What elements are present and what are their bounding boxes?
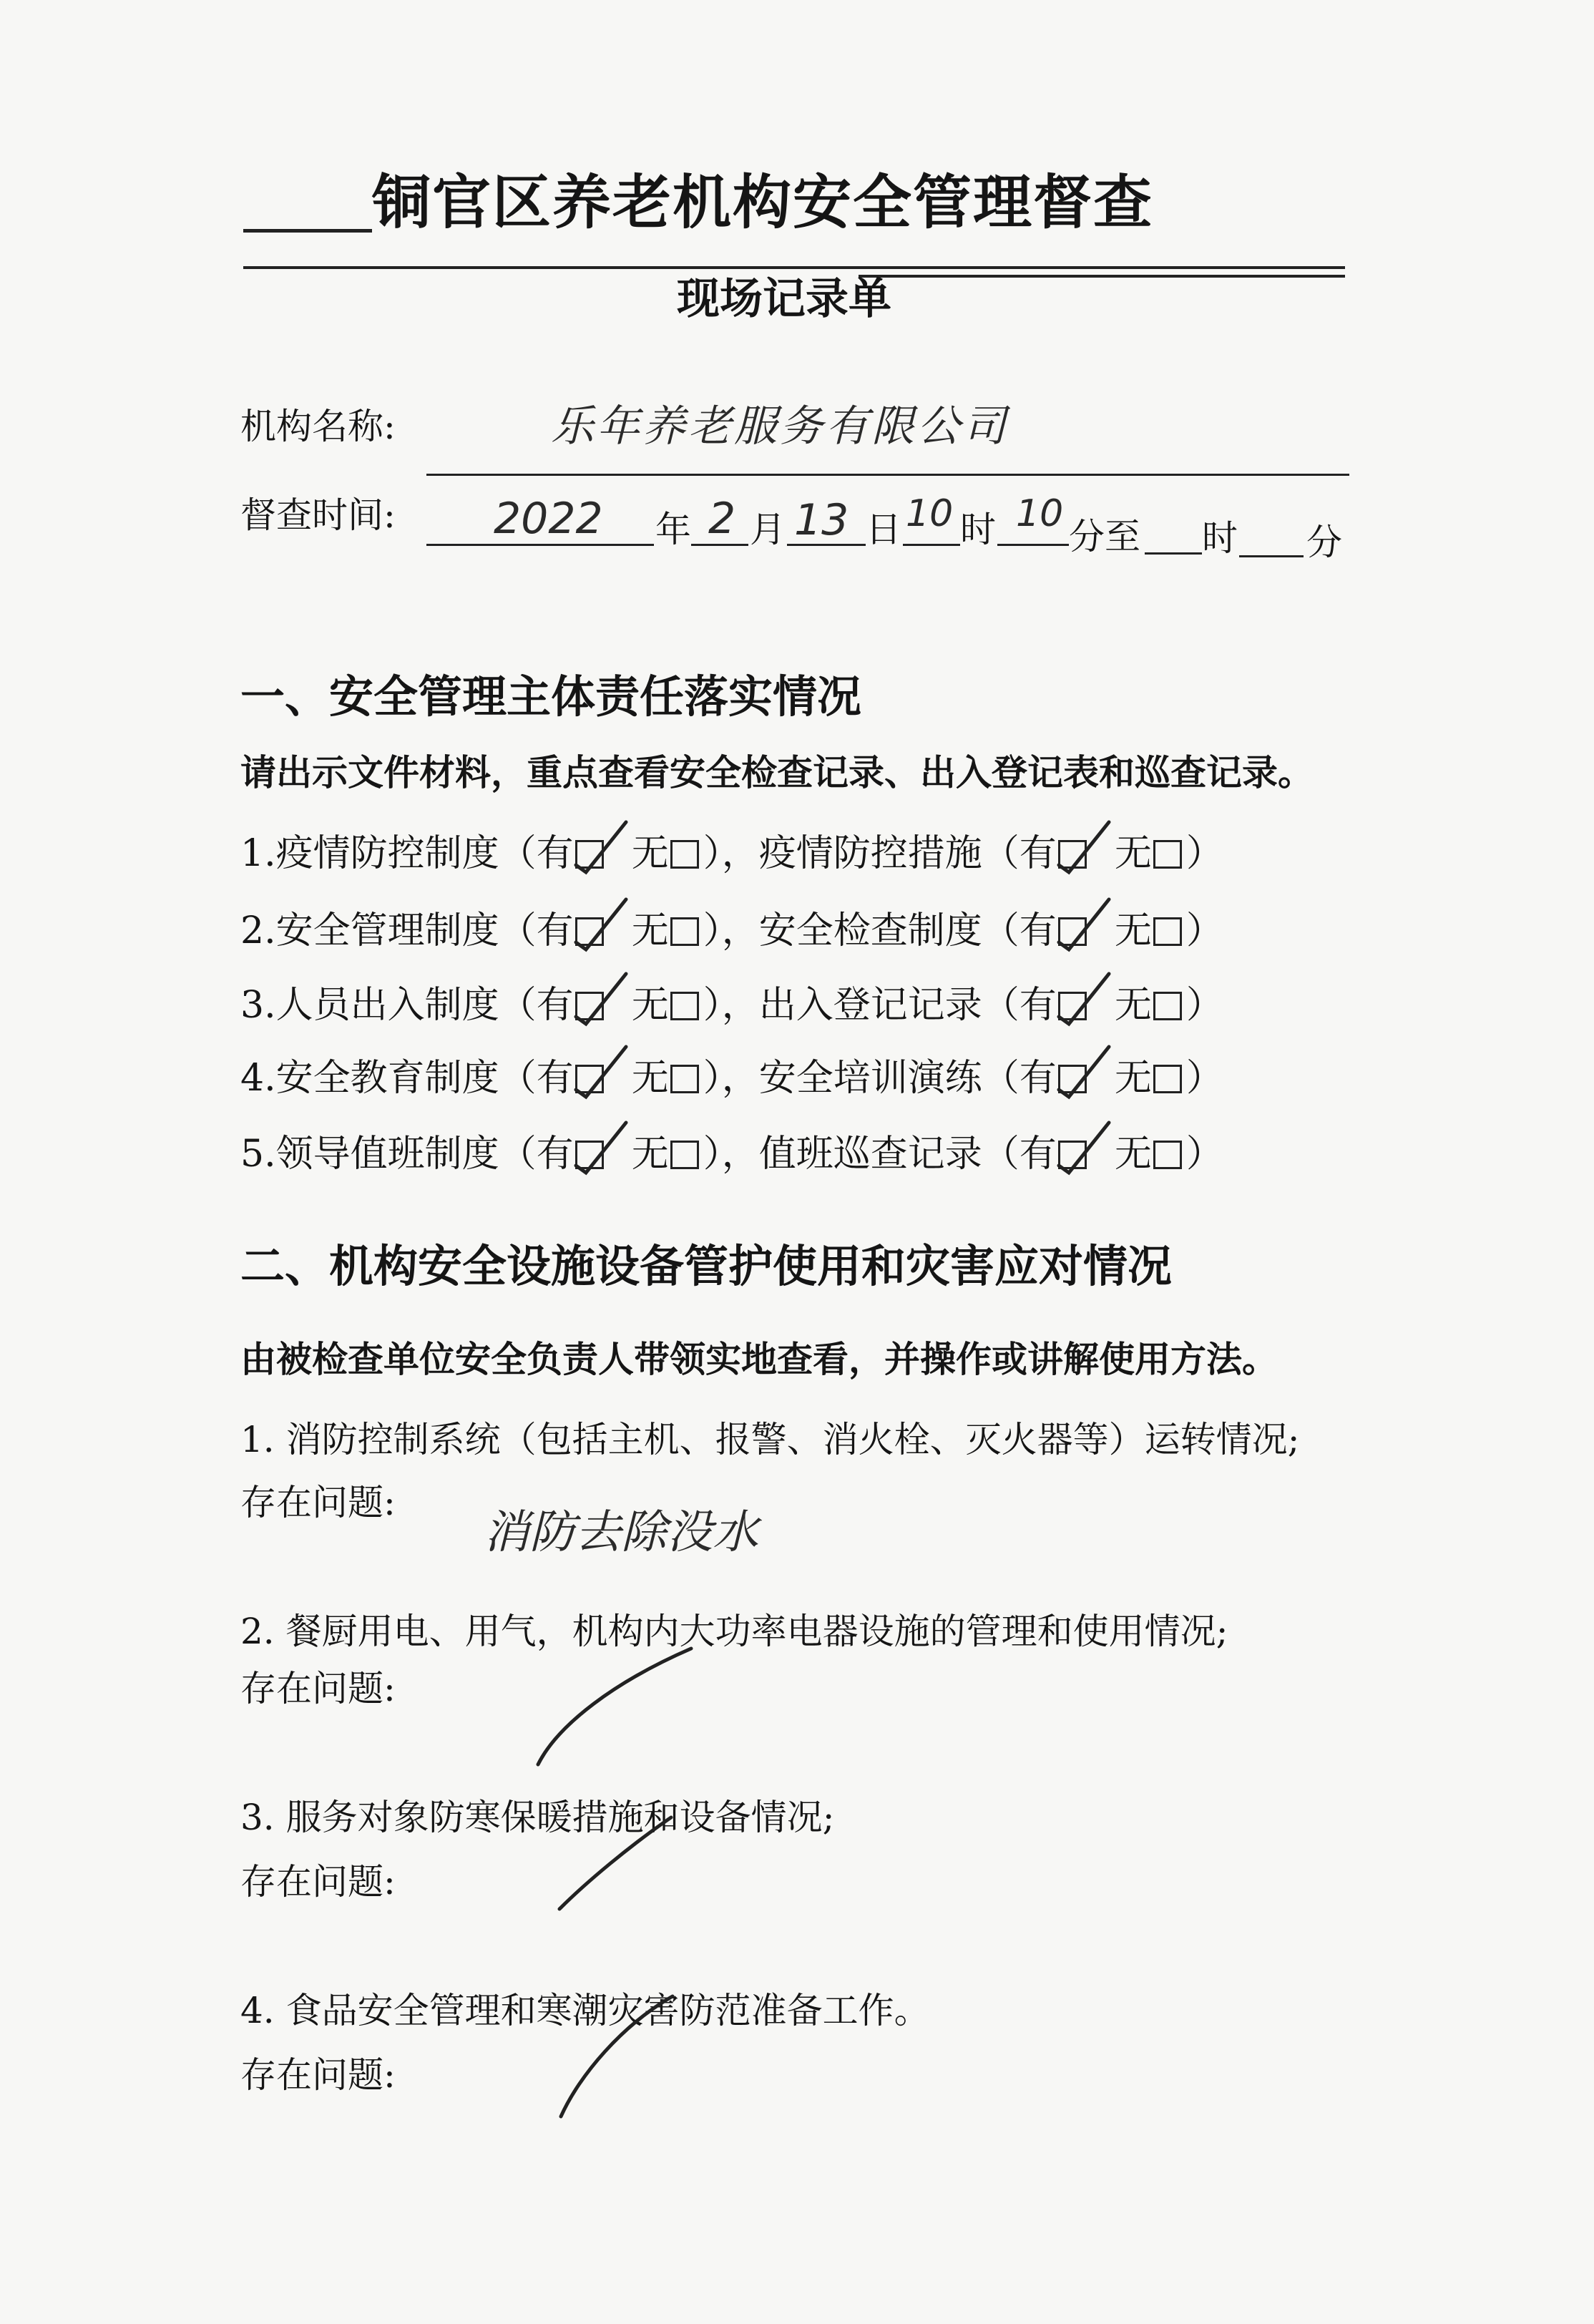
checkmark-icon bbox=[573, 895, 630, 952]
section2-heading: 二、机构安全设施设备管护使用和灾害应对情况 bbox=[240, 1240, 1173, 1292]
checkmark-icon bbox=[573, 818, 630, 875]
left-no-checkbox[interactable] bbox=[670, 1065, 699, 1093]
time-hour-unit: 时 bbox=[960, 509, 996, 550]
time-year-line bbox=[426, 544, 654, 546]
time-end-hour-line bbox=[1145, 552, 1202, 555]
row-left-label: 人员出入制度 bbox=[275, 984, 499, 1027]
time-day: 13 bbox=[794, 495, 849, 545]
time-label: 督查时间: bbox=[240, 494, 396, 536]
right-yes-checkbox[interactable] bbox=[1058, 917, 1087, 946]
item-4-text: 4. 食品安全管理和寒潮灾害防范准备工作。 bbox=[240, 1990, 930, 2031]
time-year-unit: 年 bbox=[655, 509, 691, 550]
row-number: 5. bbox=[240, 1133, 276, 1176]
paren-open: （ bbox=[499, 909, 537, 952]
time-year: 2022 bbox=[494, 494, 603, 544]
row-number: 3. bbox=[240, 984, 276, 1027]
left-no-checkbox[interactable] bbox=[670, 992, 699, 1020]
yes-label: 有 bbox=[1019, 1133, 1057, 1176]
left-no-checkbox[interactable] bbox=[670, 840, 699, 869]
checklist-row bbox=[240, 900, 1223, 954]
time-month: 2 bbox=[708, 494, 736, 544]
row-right-label: 值班巡查记录 bbox=[758, 1133, 982, 1176]
yes-label: 有 bbox=[1019, 909, 1057, 952]
row-left-label: 安全管理制度 bbox=[275, 909, 499, 952]
paren-close: ） bbox=[1185, 909, 1223, 952]
checkmark-icon bbox=[573, 1043, 630, 1100]
item-3-text: 3. 服务对象防寒保暖措施和设备情况; bbox=[240, 1797, 835, 1838]
row-right-label: 安全培训演练 bbox=[758, 1057, 982, 1100]
row-right-label: 疫情防控措施 bbox=[758, 832, 982, 875]
paren-open: （ bbox=[499, 984, 537, 1027]
paren-close: ） bbox=[1185, 1057, 1223, 1100]
row-number: 2. bbox=[240, 909, 276, 952]
left-yes-checkbox[interactable] bbox=[575, 1065, 604, 1093]
paren-close: ）， bbox=[703, 1133, 759, 1176]
title-rule-bottom bbox=[859, 275, 1345, 278]
checkmark-icon bbox=[1056, 1043, 1113, 1100]
time-hour-line bbox=[903, 544, 960, 546]
no-label: 无 bbox=[1114, 1133, 1152, 1176]
org-label: 机构名称: bbox=[240, 406, 396, 447]
right-no-checkbox[interactable] bbox=[1153, 992, 1182, 1020]
item-2-slash-mark bbox=[529, 1639, 701, 1774]
right-no-checkbox[interactable] bbox=[1153, 840, 1182, 869]
row-number: 4. bbox=[240, 1057, 276, 1100]
paren-close: ）， bbox=[703, 1057, 759, 1100]
checkmark-icon bbox=[1056, 970, 1113, 1027]
form-title: 铜官区养老机构安全管理督查 bbox=[372, 169, 1154, 237]
paren-close: ） bbox=[1185, 832, 1223, 875]
section1-heading: 一、安全管理主体责任落实情况 bbox=[240, 670, 862, 723]
row-number: 1. bbox=[240, 832, 276, 875]
checkmark-icon bbox=[1056, 895, 1113, 952]
yes-label: 有 bbox=[1019, 984, 1057, 1027]
no-label: 无 bbox=[1114, 1057, 1152, 1100]
paren-close: ） bbox=[1185, 984, 1223, 1027]
yes-label: 有 bbox=[536, 1133, 574, 1176]
row-right-label: 安全检查制度 bbox=[758, 909, 982, 952]
section2-instruction: 由被检查单位安全负责人带领实地查看，并操作或讲解使用方法。 bbox=[240, 1339, 1278, 1380]
time-day-unit: 日 bbox=[866, 509, 901, 550]
item-1-text: 1. 消防控制系统（包括主机、报警、消火栓、灭火器等）运转情况; bbox=[240, 1419, 1300, 1460]
no-label: 无 bbox=[1114, 909, 1152, 952]
item-4-slash-mark bbox=[551, 1989, 680, 2125]
checkmark-icon bbox=[573, 970, 630, 1027]
time-minute-unit: 分至 bbox=[1069, 516, 1140, 557]
right-no-checkbox[interactable] bbox=[1153, 1141, 1182, 1169]
left-no-checkbox[interactable] bbox=[670, 917, 699, 946]
yes-label: 有 bbox=[536, 1057, 574, 1100]
item-1-answer: 消防去除没水 bbox=[484, 1506, 758, 1559]
time-hour: 10 bbox=[906, 492, 954, 535]
time-minute-line bbox=[997, 544, 1069, 546]
left-no-checkbox[interactable] bbox=[670, 1141, 699, 1169]
paren-close: ）， bbox=[703, 984, 759, 1027]
item-3-problem-label: 存在问题: bbox=[240, 1861, 396, 1903]
paren-open: （ bbox=[982, 1057, 1020, 1100]
item-2-text: 2. 餐厨用电、用气，机构内大功率电器设施的管理和使用情况; bbox=[240, 1611, 1228, 1652]
org-value: 乐年养老服务有限公司 bbox=[551, 401, 1009, 451]
form-subtitle: 现场记录单 bbox=[677, 274, 891, 324]
row-right-label: 出入登记记录 bbox=[758, 984, 982, 1027]
no-label: 无 bbox=[1114, 832, 1152, 875]
title-rule-left bbox=[243, 229, 372, 233]
paren-open: （ bbox=[499, 832, 537, 875]
no-label: 无 bbox=[631, 984, 669, 1027]
yes-label: 有 bbox=[536, 984, 574, 1027]
item-2-problem-label: 存在问题: bbox=[240, 1668, 396, 1709]
checkmark-icon bbox=[573, 1118, 630, 1176]
time-end-minute-unit: 分 bbox=[1306, 522, 1342, 563]
checklist-row bbox=[240, 823, 1223, 877]
paren-open: （ bbox=[499, 1133, 537, 1176]
checklist-row bbox=[240, 975, 1223, 1028]
row-left-label: 疫情防控制度 bbox=[275, 832, 499, 875]
checkmark-icon bbox=[1056, 818, 1113, 875]
no-label: 无 bbox=[631, 1057, 669, 1100]
section1-instruction: 请出示文件材料，重点查看安全检查记录、出入登记表和巡查记录。 bbox=[240, 752, 1314, 794]
no-label: 无 bbox=[631, 1133, 669, 1176]
time-end-hour-unit: 时 bbox=[1202, 517, 1238, 559]
checklist-row bbox=[240, 1048, 1223, 1101]
yes-label: 有 bbox=[1019, 1057, 1057, 1100]
paren-open: （ bbox=[982, 984, 1020, 1027]
right-yes-checkbox[interactable] bbox=[1058, 1065, 1087, 1093]
time-minute: 10 bbox=[1016, 492, 1064, 535]
checklist-row bbox=[240, 1123, 1223, 1177]
item-1-problem-label: 存在问题: bbox=[240, 1482, 396, 1523]
item-4-problem-label: 存在问题: bbox=[240, 2054, 396, 2096]
time-month-line bbox=[691, 544, 748, 546]
paren-close: ）， bbox=[703, 909, 759, 952]
right-no-checkbox[interactable] bbox=[1153, 1065, 1182, 1093]
paren-open: （ bbox=[982, 832, 1020, 875]
yes-label: 有 bbox=[536, 909, 574, 952]
paren-close: ） bbox=[1185, 1133, 1223, 1176]
yes-label: 有 bbox=[1019, 832, 1057, 875]
left-yes-checkbox[interactable] bbox=[575, 917, 604, 946]
time-end-minute-line bbox=[1239, 555, 1304, 557]
org-underline bbox=[426, 474, 1349, 476]
right-yes-checkbox[interactable] bbox=[1058, 840, 1087, 869]
no-label: 无 bbox=[1114, 984, 1152, 1027]
time-month-unit: 月 bbox=[750, 509, 786, 550]
yes-label: 有 bbox=[536, 832, 574, 875]
left-yes-checkbox[interactable] bbox=[575, 992, 604, 1020]
paren-open: （ bbox=[499, 1057, 537, 1100]
row-left-label: 领导值班制度 bbox=[275, 1133, 499, 1176]
right-yes-checkbox[interactable] bbox=[1058, 992, 1087, 1020]
left-yes-checkbox[interactable] bbox=[575, 840, 604, 869]
left-yes-checkbox[interactable] bbox=[575, 1141, 604, 1169]
paren-open: （ bbox=[982, 1133, 1020, 1176]
item-3-slash-mark bbox=[551, 1810, 680, 1918]
paren-close: ）， bbox=[703, 832, 759, 875]
right-yes-checkbox[interactable] bbox=[1058, 1141, 1087, 1169]
no-label: 无 bbox=[631, 832, 669, 875]
no-label: 无 bbox=[631, 909, 669, 952]
paren-open: （ bbox=[982, 909, 1020, 952]
right-no-checkbox[interactable] bbox=[1153, 917, 1182, 946]
checkmark-icon bbox=[1056, 1118, 1113, 1176]
row-left-label: 安全教育制度 bbox=[275, 1057, 499, 1100]
